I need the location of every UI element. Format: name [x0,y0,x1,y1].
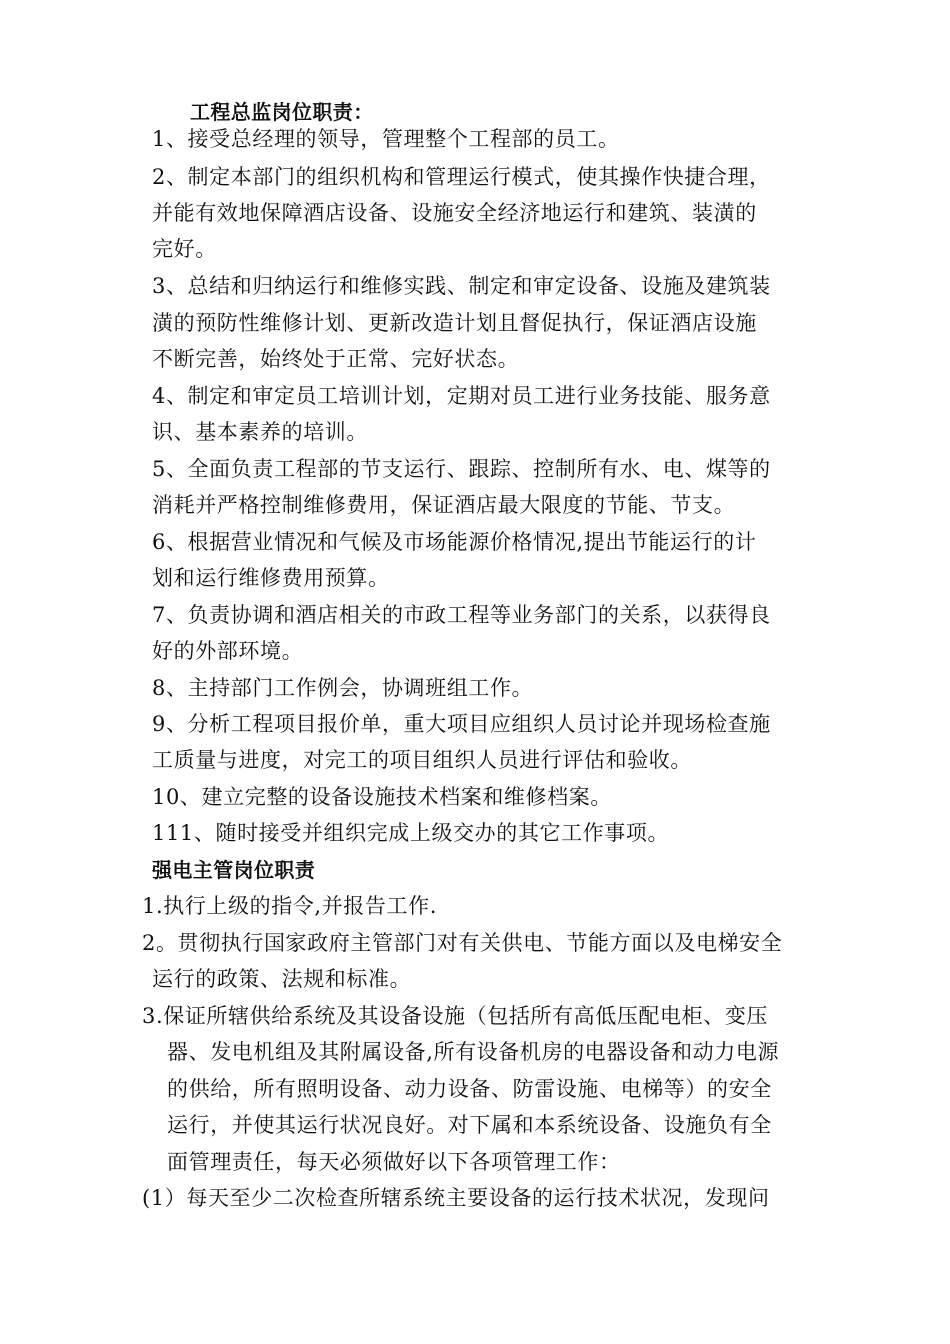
paragraph-line: 7、负责协调和酒店相关的市政工程等业务部门的关系，以获得良 [152,603,771,627]
paragraph-line: 不断完善，始终处于正常、完好状态。 [152,347,520,371]
paragraph-line: 111、随时接受并组织完成上级交办的其它工作事项。 [152,821,670,845]
paragraph-line: 工质量与进度，对完工的项目组织人员进行评估和验收。 [152,748,692,772]
paragraph-line: 1.执行上级的指令,并报告工作. [142,894,437,918]
section-title-engineering-director: 工程总监岗位职责： [190,100,374,124]
paragraph-line: 消耗并严格控制维修费用，保证酒店最大限度的节能、节支。 [152,493,736,517]
paragraph-line: 2。贯彻执行国家政府主管部门对有关供电、节能方面以及电梯安全 [142,931,783,955]
paragraph-line: 器、发电机组及其附属设备,所有设备机房的电器设备和动力电源 [167,1040,780,1064]
paragraph-line: 面管理责任，每天必须做好以下各项管理工作： [167,1150,621,1174]
paragraph-line: 5、全面负责工程部的节支运行、跟踪、控制所有水、电、煤等的 [152,457,771,481]
paragraph-line: 完好。 [152,237,217,261]
paragraph-line: 3.保证所辖供给系统及其设备设施（包括所有高低压配电柜、变压 [142,1004,769,1028]
paragraph-line: 2、制定本部门的组织机构和管理运行模式，使其操作快捷合理， [152,165,771,189]
paragraph-line: 的供给，所有照明设备、动力设备、防雷设施、电梯等）的安全 [167,1077,772,1101]
paragraph-line: 运行的政策、法规和标准。 [152,967,412,991]
paragraph-line: 并能有效地保障酒店设备、设施安全经济地运行和建筑、装潢的 [152,201,757,225]
paragraph-line: 9、分析工程项目报价单，重大项目应组织人员讨论并现场检查施 [152,712,771,736]
paragraph-line: 4、制定和审定员工培训计划，定期对员工进行业务技能、服务意 [152,384,771,408]
paragraph-line: 8、主持部门工作例会，协调班组工作。 [152,676,534,700]
section-title-power-supervisor: 强电主管岗位职责 [152,858,316,882]
paragraph-line: 1、接受总经理的领导，管理整个工程部的员工。 [152,127,620,151]
paragraph-line: 识、基本素养的培训。 [152,420,368,444]
paragraph-line: 潢的预防性维修计划、更新改造计划且督促执行，保证酒店设施 [152,311,757,335]
paragraph-line: 10、建立完整的设备设施技术档案和维修档案。 [152,785,612,809]
paragraph-line: 运行，并使其运行状况良好。对下属和本系统设备、设施负有全 [167,1113,772,1137]
paragraph-line: 好的外部环境。 [152,639,304,663]
paragraph-line: 3、总结和归纳运行和维修实践、制定和审定设备、设施及建筑装 [152,274,771,298]
paragraph-line: (1）每天至少二次检查所辖系统主要设备的运行技术状况，发现问 [142,1186,770,1210]
paragraph-line: 划和运行维修费用预算。 [152,566,390,590]
paragraph-line: 6、根据营业情况和气候及市场能源价格情况,提出节能运行的计 [152,530,757,554]
